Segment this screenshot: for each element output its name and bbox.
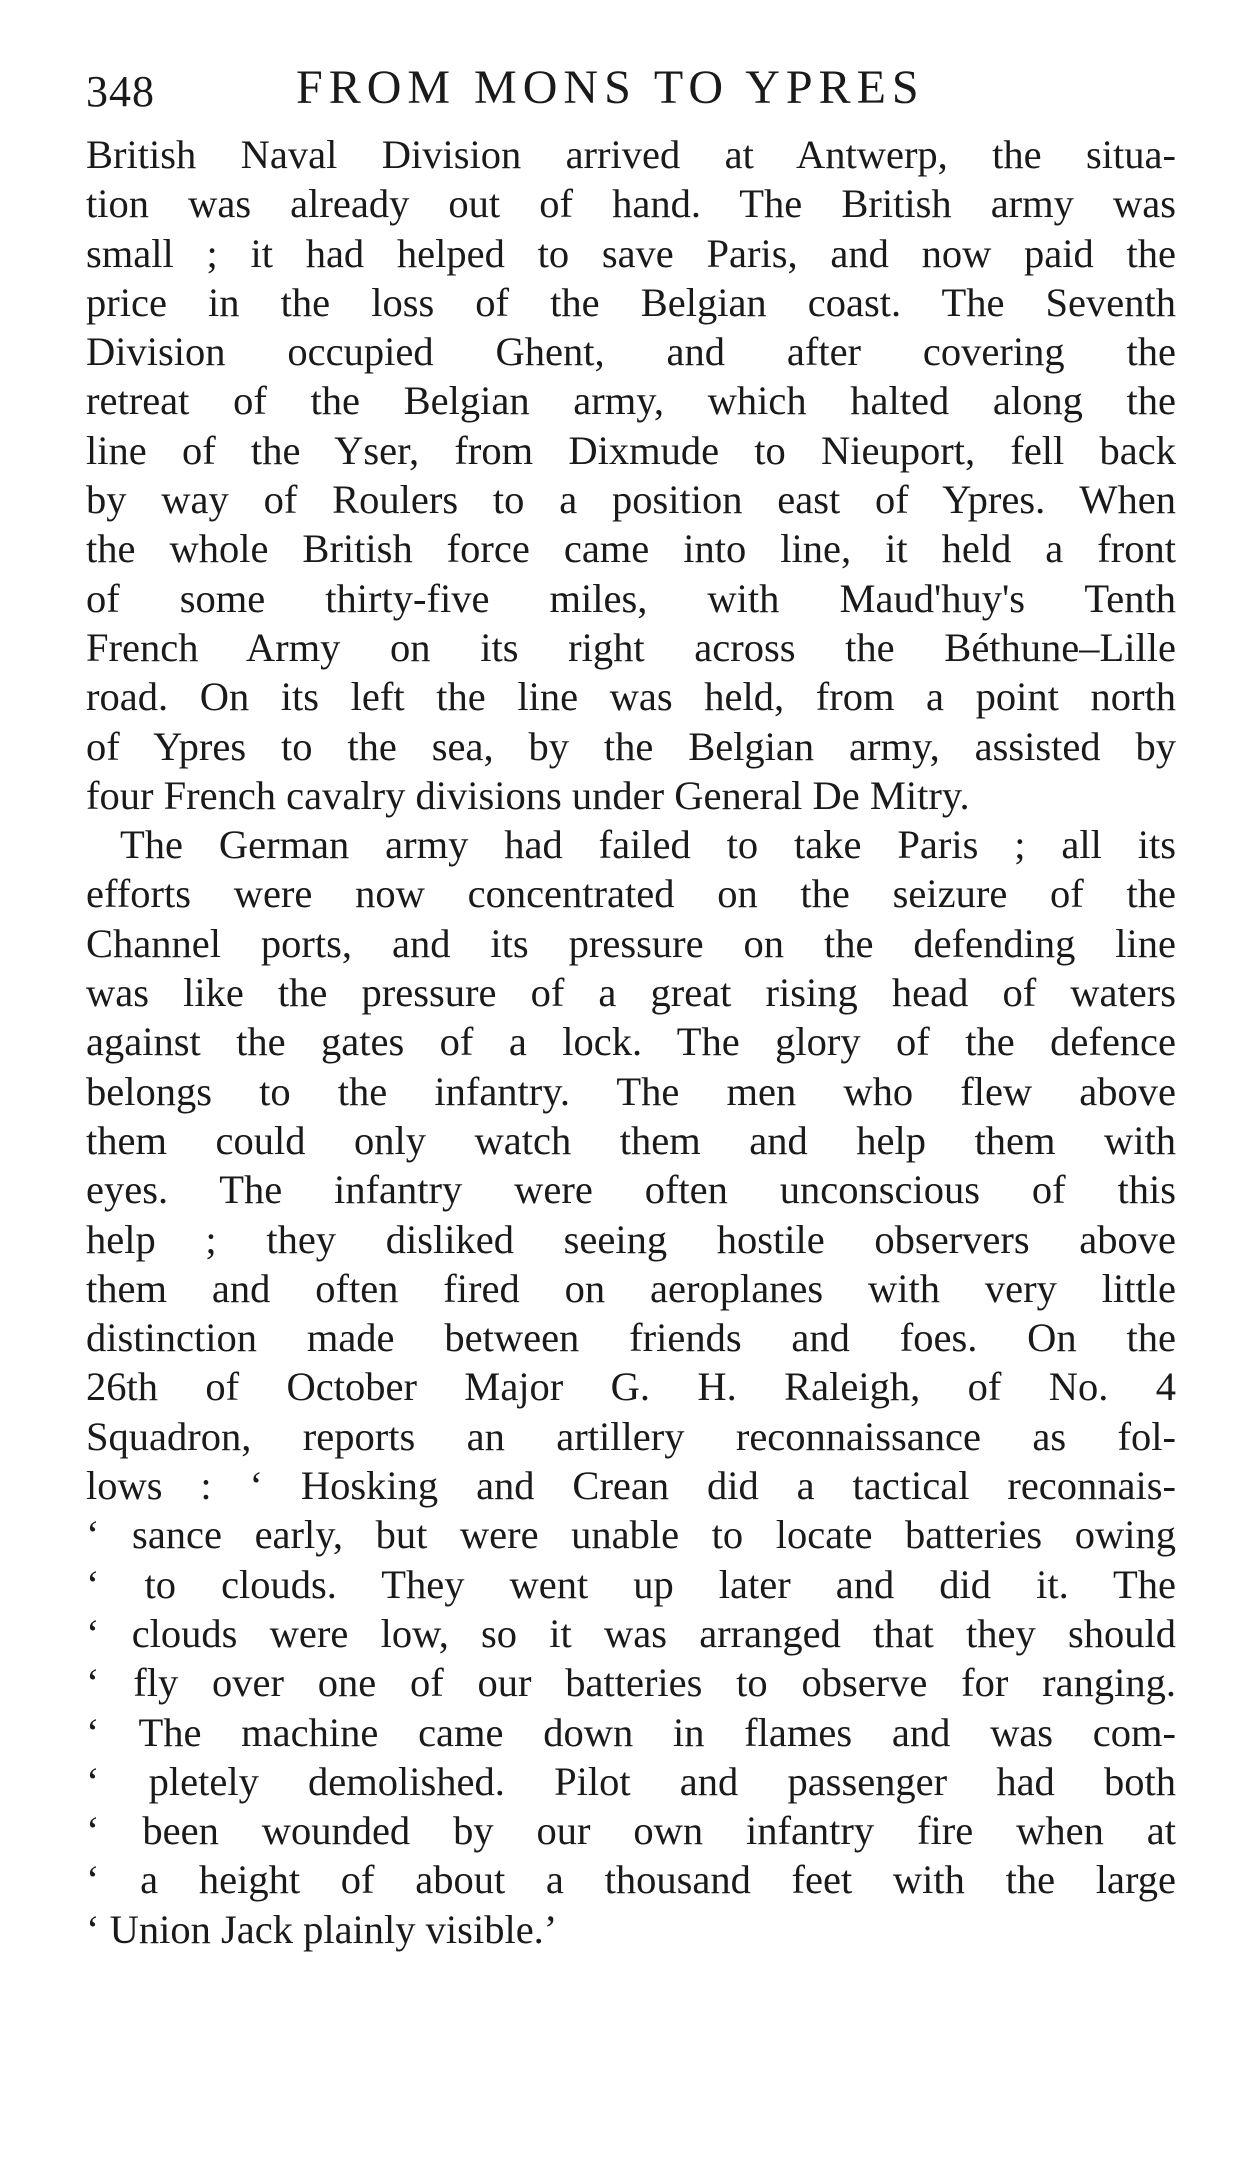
text-line: ‘ fly over one of our batteries to observe for ranging. <box>86 1660 1176 1706</box>
text-line: by way of Roulers to a position east of Ypres. When <box>86 477 1176 523</box>
text-line: British Naval Division arrived at Antwerp, the situa- <box>86 132 1176 177</box>
text-line: was like the pressure of a great rising head of waters <box>86 970 1176 1016</box>
text-line: efforts were now concentrated on the seizure of the <box>86 871 1176 917</box>
text-line: retreat of the Belgian army, which halted along the <box>86 378 1176 424</box>
book-page <box>86 60 1176 1954</box>
text-line: ‘ been wounded by our own infantry fire when at <box>86 1808 1176 1854</box>
text-line: small ; it had helped to save Paris, and now paid the <box>86 230 1176 276</box>
text-line: ‘ a height of about a thousand feet with the large <box>86 1857 1176 1903</box>
text-line: ‘ pletely demolished. Pilot and passenger had both <box>86 1758 1176 1804</box>
text-line: ‘ clouds were low, so it was arranged that they should <box>86 1610 1176 1656</box>
text-line: Division occupied Ghent, and after covering the <box>86 329 1176 375</box>
text-line: The German army had failed to take Paris ; all its <box>120 822 1176 868</box>
paragraph <box>86 820 1176 1954</box>
text-line: the whole British force came into line, it held a front <box>86 526 1176 572</box>
text-line: of some thirty-five miles, with Maud'huy's Tenth <box>86 575 1176 621</box>
text-line: ‘ to clouds. They went up later and did it. The <box>86 1561 1176 1607</box>
text-line: them and often fired on aeroplanes with very little <box>86 1265 1176 1311</box>
running-title: FROM MONS TO YPRES <box>296 61 925 114</box>
text-line: them could only watch them and help them with <box>86 1117 1176 1163</box>
text-line: French Army on its right across the Béthune–Lille <box>86 624 1176 670</box>
text-line: belongs to the infantry. The men who flew above <box>86 1068 1176 1114</box>
text-line: 26th of October Major G. H. Raleigh, of No. 4 <box>86 1364 1176 1410</box>
text-line: Squadron, reports an artillery reconnaissance as fol- <box>86 1413 1176 1459</box>
page-number: 348 <box>86 67 155 116</box>
text-line: ‘ sance early, but were unable to locate batteries owing <box>86 1512 1176 1558</box>
text-line: of Ypres to the sea, by the Belgian army, assisted by <box>86 723 1176 769</box>
text-line: lows : ‘ Hosking and Crean did a tactical reconnais- <box>86 1463 1176 1509</box>
text-line: road. On its left the line was held, from a point north <box>86 674 1176 720</box>
text-line: distinction made between friends and foes. On the <box>86 1315 1176 1361</box>
text-line: line of the Yser, from Dixmude to Nieuport, fell back <box>86 427 1176 473</box>
text-line: ‘ Union Jack plainly visible.’ <box>86 1906 558 1952</box>
paragraph <box>86 130 1176 820</box>
text-line: against the gates of a lock. The glory of the defence <box>86 1019 1176 1065</box>
text-line: tion was already out of hand. The British army was <box>86 181 1176 227</box>
text-line: price in the loss of the Belgian coast. The Seventh <box>86 279 1176 325</box>
text-line: help ; they disliked seeing hostile observers above <box>86 1216 1176 1262</box>
text-line: ‘ The machine came down in flames and was com- <box>86 1709 1176 1755</box>
text-line: Channel ports, and its pressure on the defending line <box>86 920 1176 966</box>
text-line: four French cavalry divisions under General De Mitry. <box>86 772 970 818</box>
text-line: eyes. The infantry were often unconscious of this <box>86 1167 1176 1213</box>
body-text <box>86 130 1176 1954</box>
running-head <box>86 60 1176 130</box>
